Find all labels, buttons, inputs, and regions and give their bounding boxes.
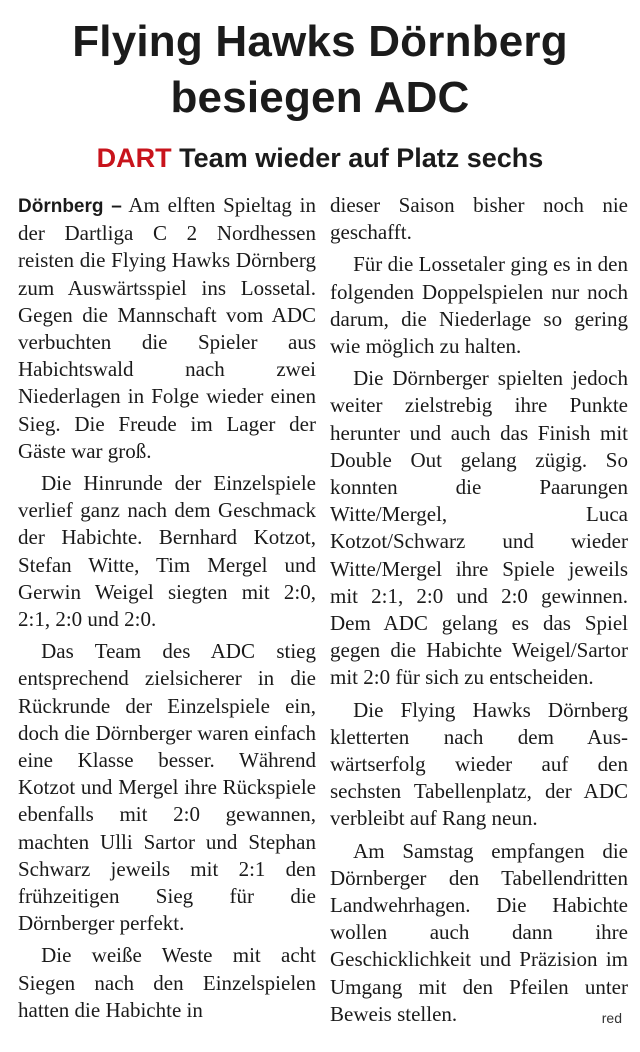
subheadline-text: Team wieder auf Platz sechs — [179, 143, 544, 173]
article-column-right — [330, 192, 628, 1033]
article-paragraph-8: Am Samstag empfangen die Dörnberger den Tabellendritten Landwehrhagen. Die Habichte wollen auch dann ihre Geschicklichkeit und Präzision im Umgang mit den Pfeilen unter Beweis stellen. — [330, 838, 628, 1026]
article-paragraph-3: Das Team des ADC stieg entsprechend zielsicherer in die Rückrunde der Einzelspiele ein, doch die Dörnberger waren einfach eine Klasse besser. Während Kotzot und Mergel ihre Rückspiele ebenfalls mit 2:0 gewannen, machten Ulli Sartor und Stephan Schwarz jeweils mit 2:1 den frühzeitigen Sieg für die Dörnberger perfekt. — [18, 639, 316, 936]
article-paragraph-4: Die weiße Weste mit acht Siegen nach den Einzelspielen hatten die Habichte in — [18, 943, 316, 1022]
article-paragraph-5: Für die Lossetaler ging es in den folgenden Doppelspielen nur noch darum, die Niederlage so gering wie möglich zu halten. — [330, 252, 628, 359]
subheadline — [0, 140, 640, 176]
article-paragraph-2: Die Hinrunde der Einzelspiele verlief ganz nach dem Geschmack der Habichte. Bernhard Kotzot, Stefan Witte, Tim Mergel und Gerwin Weigel siegten mit 2:0, 2:1, 2:0 und 2:0. — [18, 471, 316, 632]
dateline: Dörnberg – — [18, 196, 122, 217]
article-paragraph-6: Die Dörnberger spielten jedoch weiter zielstrebig ihre Punkte herunter und auch das Finish mit Double Out gelang zügig. So konnten die Paarungen Witte/Mergel, Luca Kotzot/Schwarz und wieder Witte/Mergel ihre Spiele jeweils mit 2:1, 2:0 und 2:0 gewinnen. Dem ADC gelang es das Spiel gegen die Habichte Weigel/Sartor mit 2:0 für sich zu entscheiden. — [330, 366, 628, 690]
article-paragraph-1-text: Am elften Spieltag in der Dartliga C 2 Nordhessen reisten die Flying Hawks Dörnberg zum Auswärtsspiel ins Lossetal. Gegen die Mannschaft vom ADC verbuchten die Spieler aus Habichtswald nach zwei Niederlagen in Folge wieder einen Sieg. Die Freude im Lager der Gäste war groß. — [18, 193, 316, 463]
headline — [0, 14, 640, 126]
article-paragraph-7: Die Flying Hawks Dörnberg kletterten nach dem Auswärtserfolg wieder auf den sechsten Tabellenplatz, der ADC verbleibt auf Rang neun. — [330, 697, 628, 831]
headline-line-2: besiegen ADC — [170, 73, 470, 122]
article-paragraph-4-continued: dieser Saison bisher noch nie geschafft. — [330, 193, 628, 245]
headline-line-1: Flying Hawks Dörnberg — [72, 17, 568, 66]
article-column-left — [18, 192, 316, 1029]
subheadline-kicker: DART — [96, 143, 172, 173]
article-paragraph-1 — [18, 192, 316, 465]
author-credit: red — [601, 1010, 622, 1026]
